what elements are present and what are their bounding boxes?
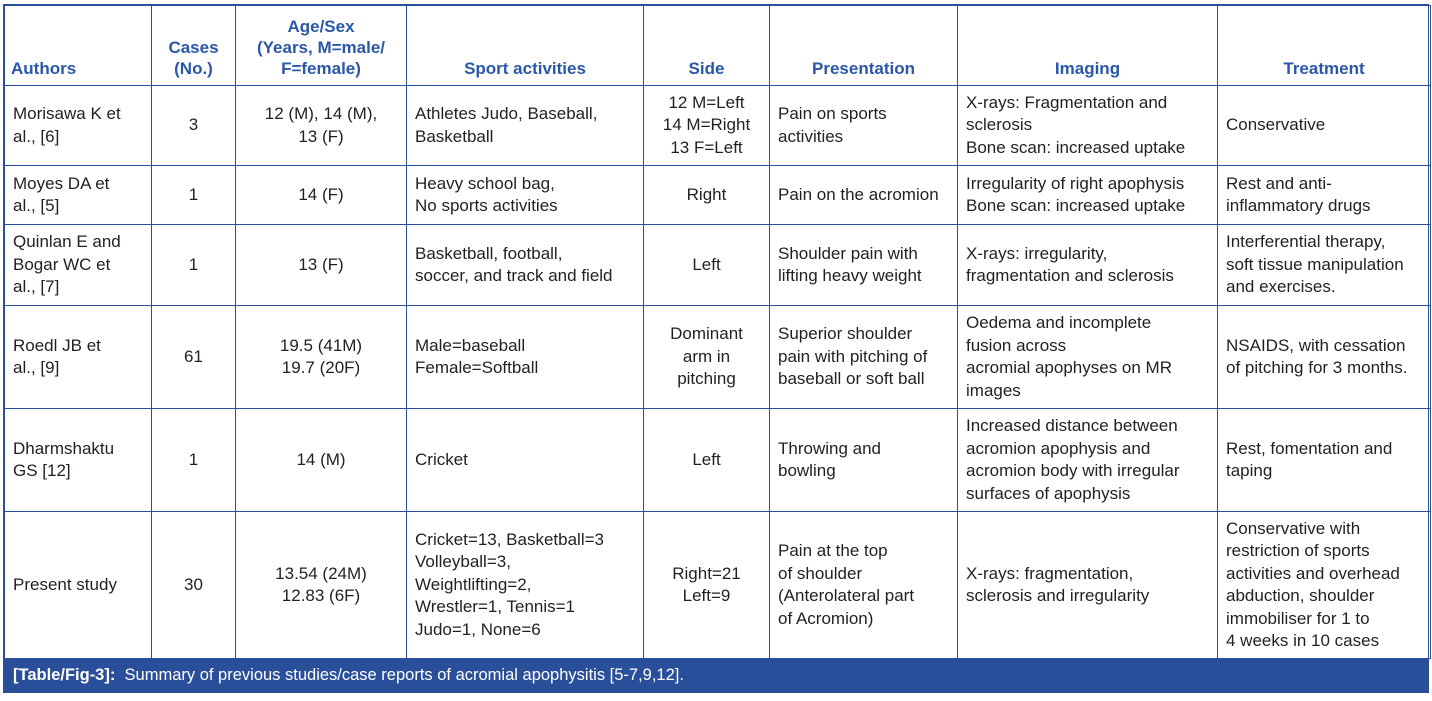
cell-treatment: NSAIDS, with cessation of pitching for 3 months. [1218,306,1431,409]
cell-cases: 61 [152,306,236,409]
cell-imaging: Irregularity of right apophysis Bone scan: increased uptake [958,166,1218,225]
cell-sport-activities: Heavy school bag, No sports activities [407,166,644,225]
cell-authors: Morisawa K et al., [6] [5,86,152,166]
cell-authors: Roedl JB et al., [9] [5,306,152,409]
cell-cases: 1 [152,166,236,225]
cell-sport-activities: Basketball, football, soccer, and track and field [407,225,644,306]
summary-table-container [3,4,1429,693]
cell-age-sex: 13 (F) [236,225,407,306]
cell-treatment: Conservative [1218,86,1431,166]
table-header-row [5,6,1431,86]
cell-treatment: Conservative with restriction of sports activities and overhead abduction, shoulder immobiliser for 1 to 4 weeks in 10 cases [1218,512,1431,659]
cell-sport-activities: Male=baseball Female=Softball [407,306,644,409]
cell-authors: Present study [5,512,152,659]
cell-imaging: X-rays: irregularity, fragmentation and sclerosis [958,225,1218,306]
cell-treatment: Rest and anti- inflammatory drugs [1218,166,1431,225]
cell-authors: Quinlan E and Bogar WC et al., [7] [5,225,152,306]
header-age-sex: Age/Sex (Years, M=male/ F=female) [236,6,407,86]
header-cases: Cases (No.) [152,6,236,86]
cell-side: 12 M=Left 14 M=Right 13 F=Left [644,86,770,166]
table-caption [4,659,1428,692]
cell-age-sex: 13.54 (24M) 12.83 (6F) [236,512,407,659]
table-row [5,225,1431,306]
table-row [5,166,1431,225]
caption-text: Summary of previous studies/case reports of acromial apophysitis [5-7,9,12]. [124,666,684,684]
cell-side: Dominant arm in pitching [644,306,770,409]
caption-label: [Table/Fig-3]: [13,666,116,684]
table-row [5,409,1431,512]
cell-imaging: Oedema and incomplete fusion across acromial apophyses on MR images [958,306,1218,409]
header-imaging: Imaging [958,6,1218,86]
cell-cases: 1 [152,225,236,306]
header-sport-activities: Sport activities [407,6,644,86]
cell-side: Right=21 Left=9 [644,512,770,659]
cell-imaging: X-rays: fragmentation, sclerosis and irregularity [958,512,1218,659]
cell-treatment: Interferential therapy, soft tissue manipulation and exercises. [1218,225,1431,306]
cell-presentation: Pain on the acromion [770,166,958,225]
table-row [5,512,1431,659]
cell-cases: 3 [152,86,236,166]
cell-sport-activities: Athletes Judo, Baseball, Basketball [407,86,644,166]
cell-presentation: Pain on sports activities [770,86,958,166]
cell-cases: 30 [152,512,236,659]
table-row [5,86,1431,166]
summary-table [4,5,1431,659]
cell-age-sex: 14 (F) [236,166,407,225]
cell-treatment: Rest, fomentation and taping [1218,409,1431,512]
cell-authors: Moyes DA et al., [5] [5,166,152,225]
cell-side: Left [644,225,770,306]
table-row [5,306,1431,409]
cell-age-sex: 14 (M) [236,409,407,512]
cell-presentation: Throwing and bowling [770,409,958,512]
header-presentation: Presentation [770,6,958,86]
cell-cases: 1 [152,409,236,512]
cell-imaging: Increased distance between acromion apophysis and acromion body with irregular surfaces of apophysis [958,409,1218,512]
header-treatment: Treatment [1218,6,1431,86]
cell-presentation: Pain at the top of shoulder (Anterolateral part of Acromion) [770,512,958,659]
cell-presentation: Shoulder pain with lifting heavy weight [770,225,958,306]
cell-presentation: Superior shoulder pain with pitching of baseball or soft ball [770,306,958,409]
cell-sport-activities: Cricket=13, Basketball=3 Volleyball=3, Weightlifting=2, Wrestler=1, Tennis=1 Judo=1, None=6 [407,512,644,659]
cell-sport-activities: Cricket [407,409,644,512]
cell-authors: Dharmshaktu GS [12] [5,409,152,512]
cell-age-sex: 12 (M), 14 (M), 13 (F) [236,86,407,166]
header-side: Side [644,6,770,86]
cell-age-sex: 19.5 (41M) 19.7 (20F) [236,306,407,409]
cell-side: Left [644,409,770,512]
cell-imaging: X-rays: Fragmentation and sclerosis Bone scan: increased uptake [958,86,1218,166]
cell-side: Right [644,166,770,225]
header-authors: Authors [5,6,152,86]
